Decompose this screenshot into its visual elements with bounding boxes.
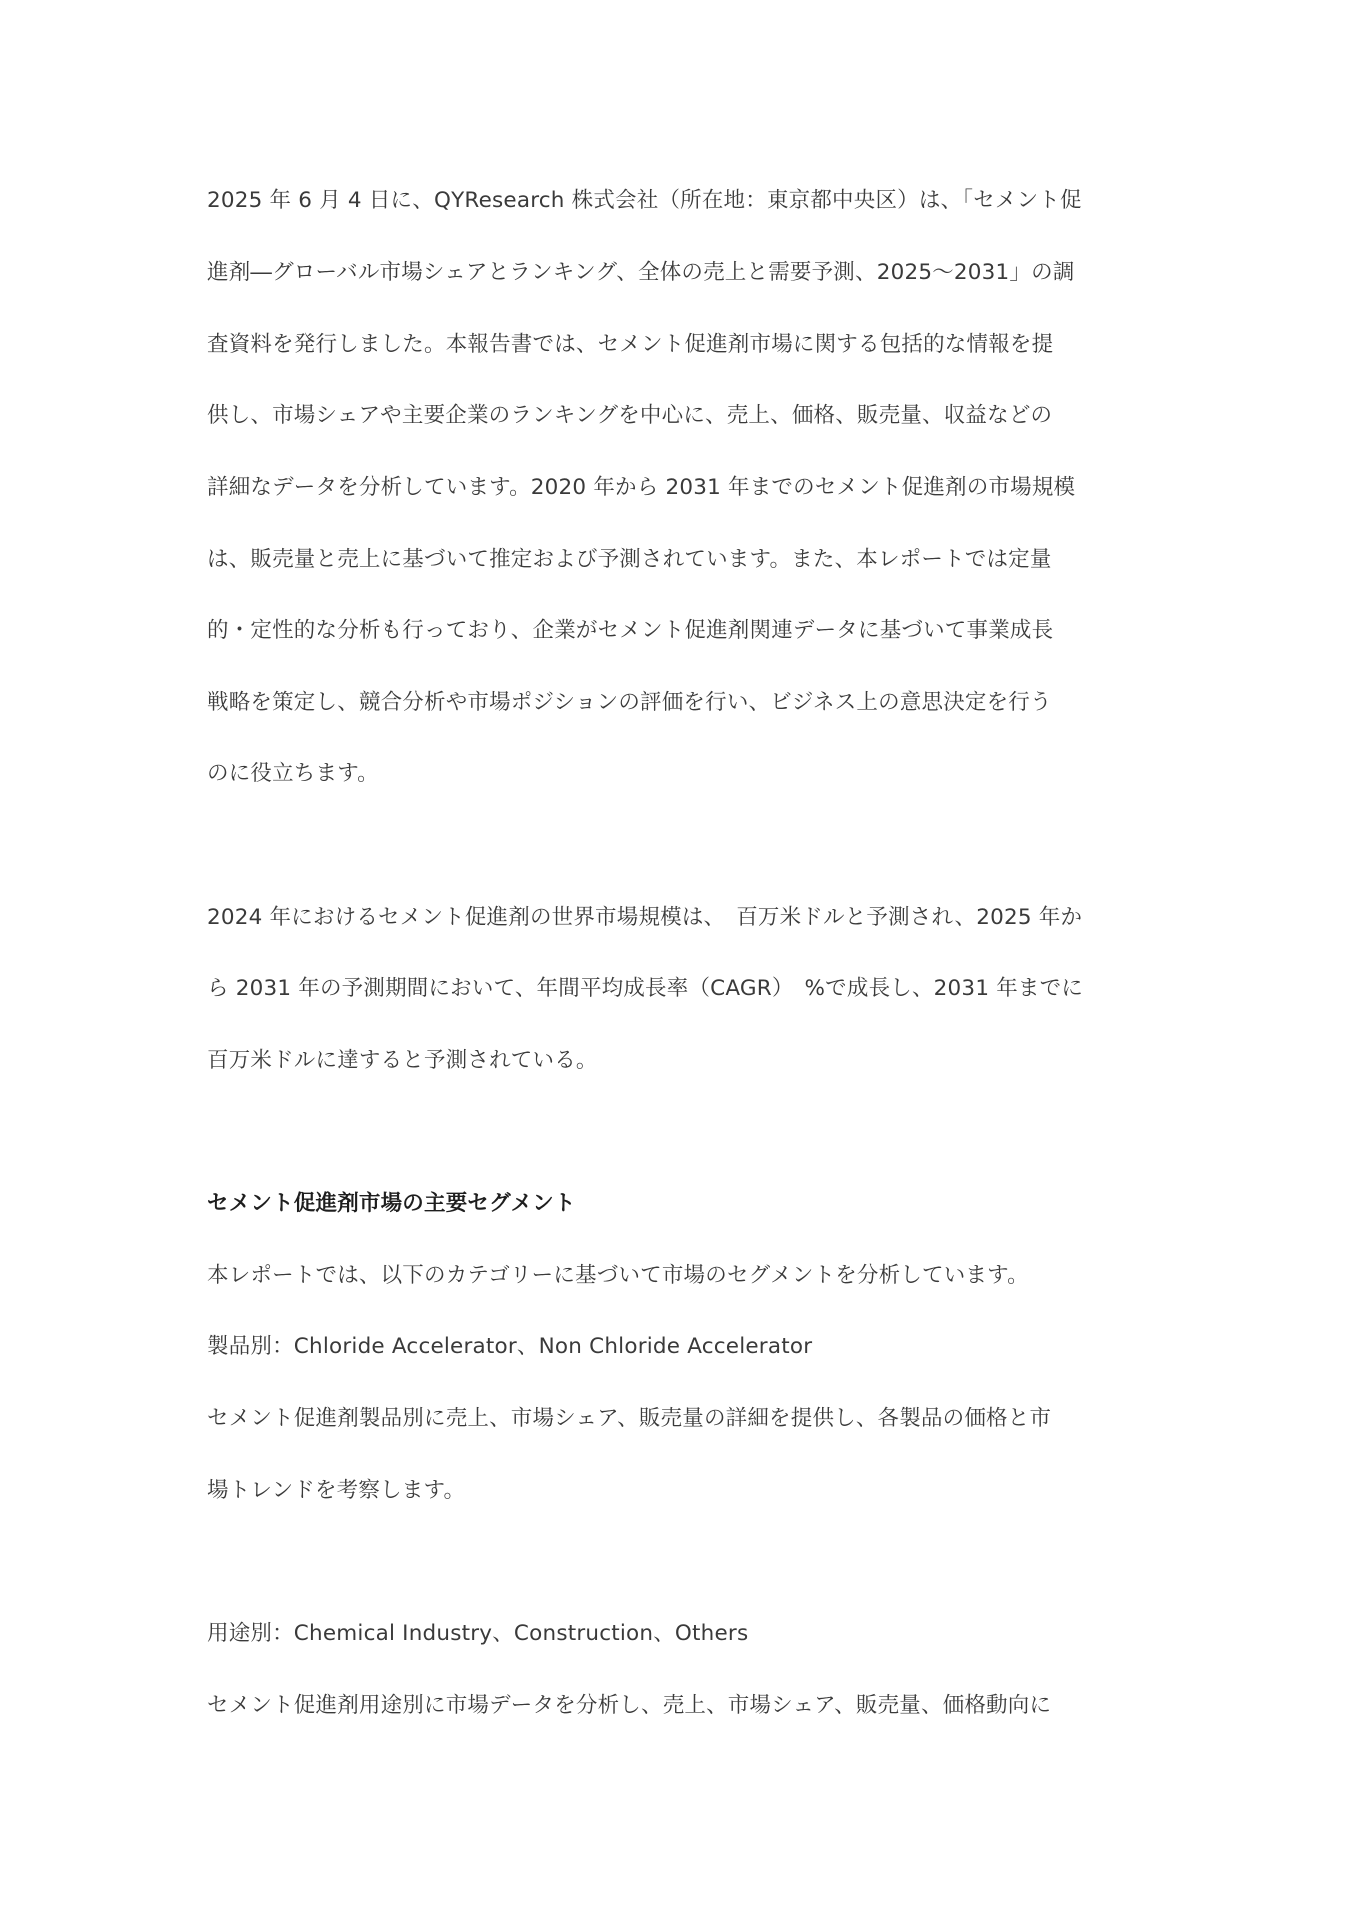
intro-line-4: 供し、市場シェアや主要企業のランキングを中心に、売上、価格、販売量、収益などの bbox=[207, 403, 1053, 428]
application-desc-line-1: セメント促進剤用途別に市場データを分析し、売上、市場シェア、販売量、価格動向に bbox=[207, 1693, 1052, 1718]
product-label: 製品別：Chloride Accelerator、Non Chloride Accelerator bbox=[207, 1334, 813, 1359]
segments-intro: 本レポートでは、以下のカテゴリーに基づいて市場のセグメントを分析しています。 bbox=[207, 1263, 1029, 1288]
intro-line-5: 詳細なデータを分析しています。2020 年から 2031 年までのセメント促進剤の市場規模 bbox=[207, 475, 1076, 500]
segments-heading: セメント促進剤市場の主要セグメント bbox=[207, 1191, 576, 1216]
market-line-2: ら 2031 年の予測期間において、年間平均成長率（CAGR） %で成長し、2031 年までに bbox=[207, 976, 1084, 1001]
market-line-1: 2024 年におけるセメント促進剤の世界市場規模は、 百万米ドルと予測され、2025 年か bbox=[207, 905, 1083, 930]
product-desc-line-1: セメント促進剤製品別に売上、市場シェア、販売量の詳細を提供し、各製品の価格と市 bbox=[207, 1406, 1052, 1431]
intro-line-2: 進剤―グローバル市場シェアとランキング、全体の売上と需要予測、2025～2031」の調 bbox=[207, 260, 1075, 285]
application-label: 用途別：Chemical Industry、Construction、Others bbox=[207, 1621, 749, 1646]
intro-line-7: 的・定性的な分析も行っており、企業がセメント促進剤関連データに基づいて事業成長 bbox=[207, 618, 1054, 643]
intro-line-6: は、販売量と売上に基づいて推定および予測されています。また、本レポートでは定量 bbox=[207, 547, 1052, 572]
intro-line-9: のに役立ちます。 bbox=[207, 761, 379, 786]
intro-line-3: 査資料を発行しました。本報告書では、セメント促進剤市場に関する包括的な情報を提 bbox=[207, 332, 1054, 357]
product-desc-line-2: 場トレンドを考察します。 bbox=[207, 1478, 466, 1503]
market-line-3: 百万米ドルに達すると予測されている。 bbox=[207, 1048, 598, 1073]
intro-line-1: 2025 年 6 月 4 日に、QYResearch 株式会社（所在地：東京都中央区）は、「セメント促 bbox=[207, 188, 1082, 213]
intro-line-8: 戦略を策定し、競合分析や市場ポジションの評価を行い、ビジネス上の意思決定を行う bbox=[207, 690, 1052, 715]
